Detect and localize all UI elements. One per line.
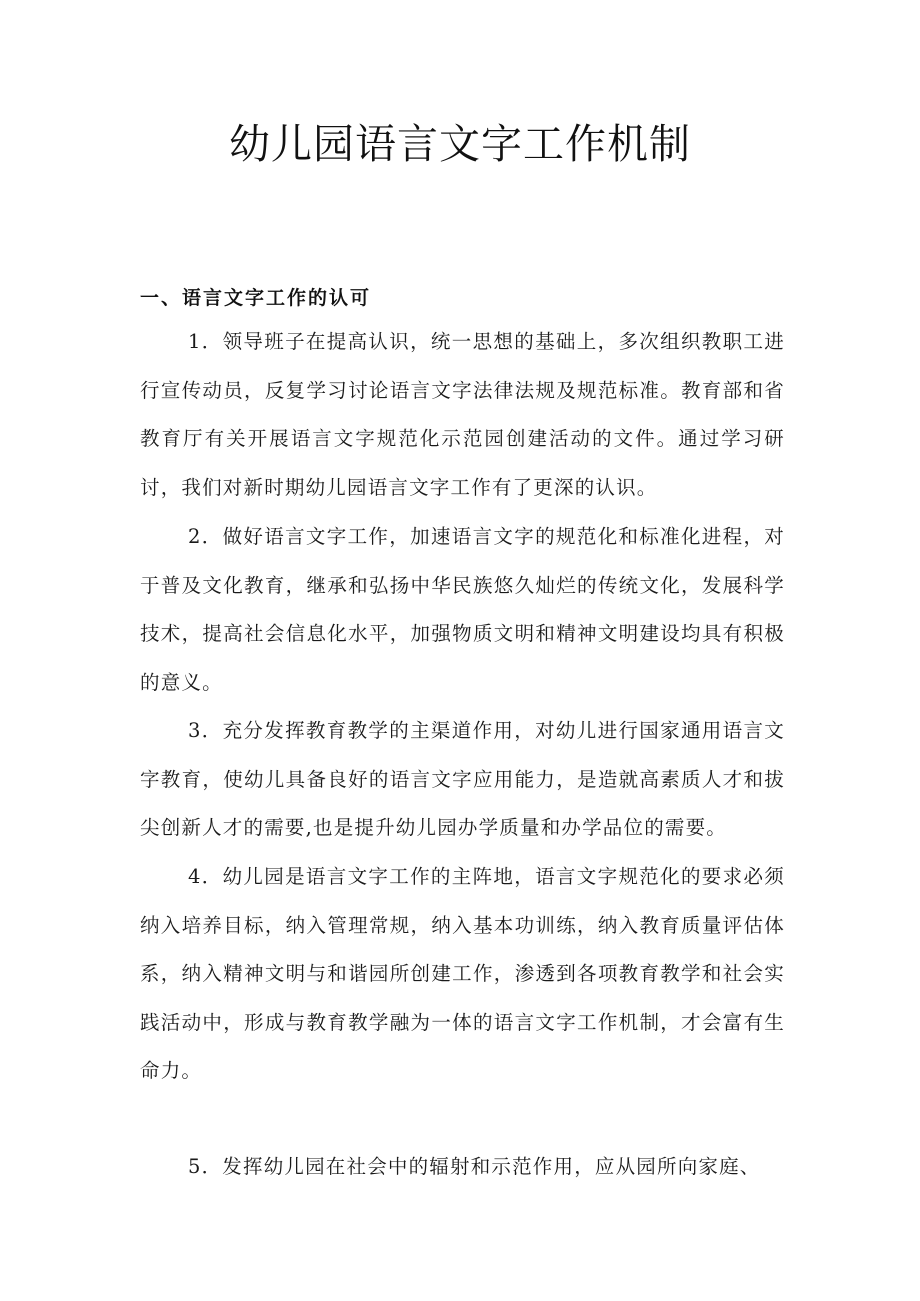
section-heading: 一、语言文字工作的认可 — [140, 287, 372, 309]
paragraph-4: 4．幼儿园是语言文字工作的主阵地，语言文字规范化的要求必须纳入培养目标，纳入管理常规，纳入基本功训练，纳入教育质量评估体系，纳入精神文明与和谐园所创建工作，渗透到各项教育教学和社会实践活动中，形成与教育教学融为一体的语言文字工作机制，才会富有生命力。 — [140, 865, 785, 1082]
document-title: 幼儿园语言文字工作机制 — [229, 120, 691, 168]
paragraph-1: 1．领导班子在提高认识，统一思想的基础上，多次组织教职工进行宣传动员，反复学习讨论语言文字法律法规及规范标准。教育部和省教育厅有关开展语言文字规范化示范园创建活动的文件。通过学习研讨，我们对新时期幼儿园语言文字工作有了更深的认识。 — [140, 330, 785, 499]
paragraph-2: 2．做好语言文字工作，加速语言文字的规范化和标准化进程，对于普及文化教育，继承和弘扬中华民族悠久灿烂的传统文化，发展科学技术，提高社会信息化水平，加强物质文明和精神文明建设均具有积极的意义。 — [140, 525, 785, 694]
paragraph-5: 5．发挥幼儿园在社会中的辐射和示范作用，应从园所向家庭、 — [188, 1155, 761, 1178]
paragraph-3: 3．充分发挥教育教学的主渠道作用，对幼儿进行国家通用语言文字教育，使幼儿具备良好的语言文字应用能力，是造就高素质人才和拔尖创新人才的需要,也是提升幼儿园办学质量和办学品位的需要。 — [140, 719, 785, 839]
